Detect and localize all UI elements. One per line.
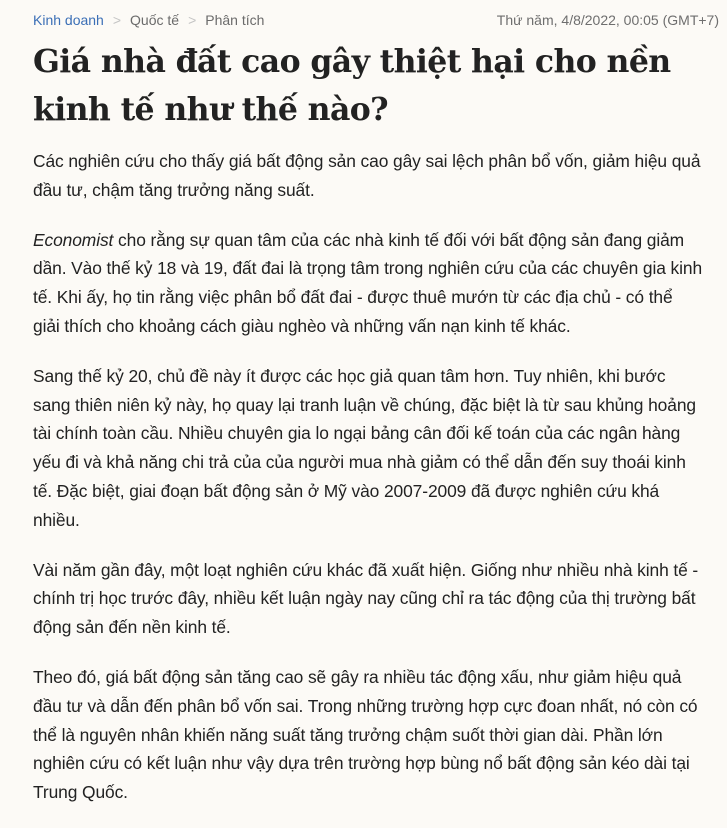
breadcrumb-quoc-te[interactable]: Quốc tế [130, 12, 180, 28]
article-header [33, 9, 719, 31]
breadcrumb [33, 12, 264, 28]
paragraph: Theo đó, giá bất động sản tăng cao sẽ gây ra nhiều tác động xấu, như giảm hiệu quả đầu tư và dẫn đến phân bổ vốn sai. Trong những trường hợp cực đoan nhất, nó còn có thể là nguyên nhân khiến năng suất tăng trưởng chậm suốt thời gian dài. Phần lớn nghiên cứu có kết luận như vậy dựa trên trường hợp bùng nổ bất động sản kéo dài tại Trung Quốc. [33, 666, 698, 803]
breadcrumb-kinh-doanh[interactable]: Kinh doanh [33, 12, 104, 28]
paragraph-text: cho rằng sự quan tâm của các nhà kinh tế đối với bất động sản đang giảm dần. Vào thế kỷ 18 và 19, đất đai là trọng tâm trong nghiên cứu của các chuyên gia kinh tế. Khi ấy, họ tin rằng việc phân bổ đất đai - được thuê mướn từ các địa chủ - có thể giải thích cho khoảng cách giàu nghèo và những vấn nạn kinh tế khác. [33, 229, 703, 336]
paragraph: Vài năm gần đây, một loạt nghiên cứu khác đã xuất hiện. Giống như nhiều nhà kinh tế - chính trị học trước đây, nhiều kết luận ngày nay cũng chỉ ra tác động của thị trường bất động sản đến nền kinh tế. [33, 559, 699, 638]
paragraph [33, 226, 703, 341]
paragraph: Sang thế kỷ 20, chủ đề này ít được các học giả quan tâm hơn. Tuy nhiên, khi bước sang thiên niên kỷ này, họ quay lại tranh luận về chúng, đặc biệt là từ sau khủng hoảng tài chính toàn cầu. Nhiều chuyên gia lo ngại bảng cân đối kế toán của các ngân hàng yếu đi và khả năng chi trả của của người mua nhà giảm có thể dẫn đến suy thoái kinh tế. Đặc biệt, giai đoạn bất động sản ở Mỹ vào 2007-2009 đã được nghiên cứu khá nhiều. [33, 365, 696, 530]
chevron-right-icon: > [188, 12, 197, 28]
article-lead: Các nghiên cứu cho thấy giá bất động sản cao gây sai lệch phân bổ vốn, giảm hiệu quả đầu tư, chậm tăng trưởng năng suất. [33, 151, 701, 200]
publication-name: Economist [33, 229, 114, 250]
publish-date: Thứ năm, 4/8/2022, 00:05 (GMT+7) [496, 12, 719, 28]
breadcrumb-phan-tich[interactable]: Phân tích [205, 12, 265, 28]
article-title: Giá nhà đất cao gây thiệt hại cho nền kinh tế như thế nào? [33, 43, 671, 128]
article-body [33, 147, 703, 828]
chevron-right-icon: > [112, 12, 122, 28]
